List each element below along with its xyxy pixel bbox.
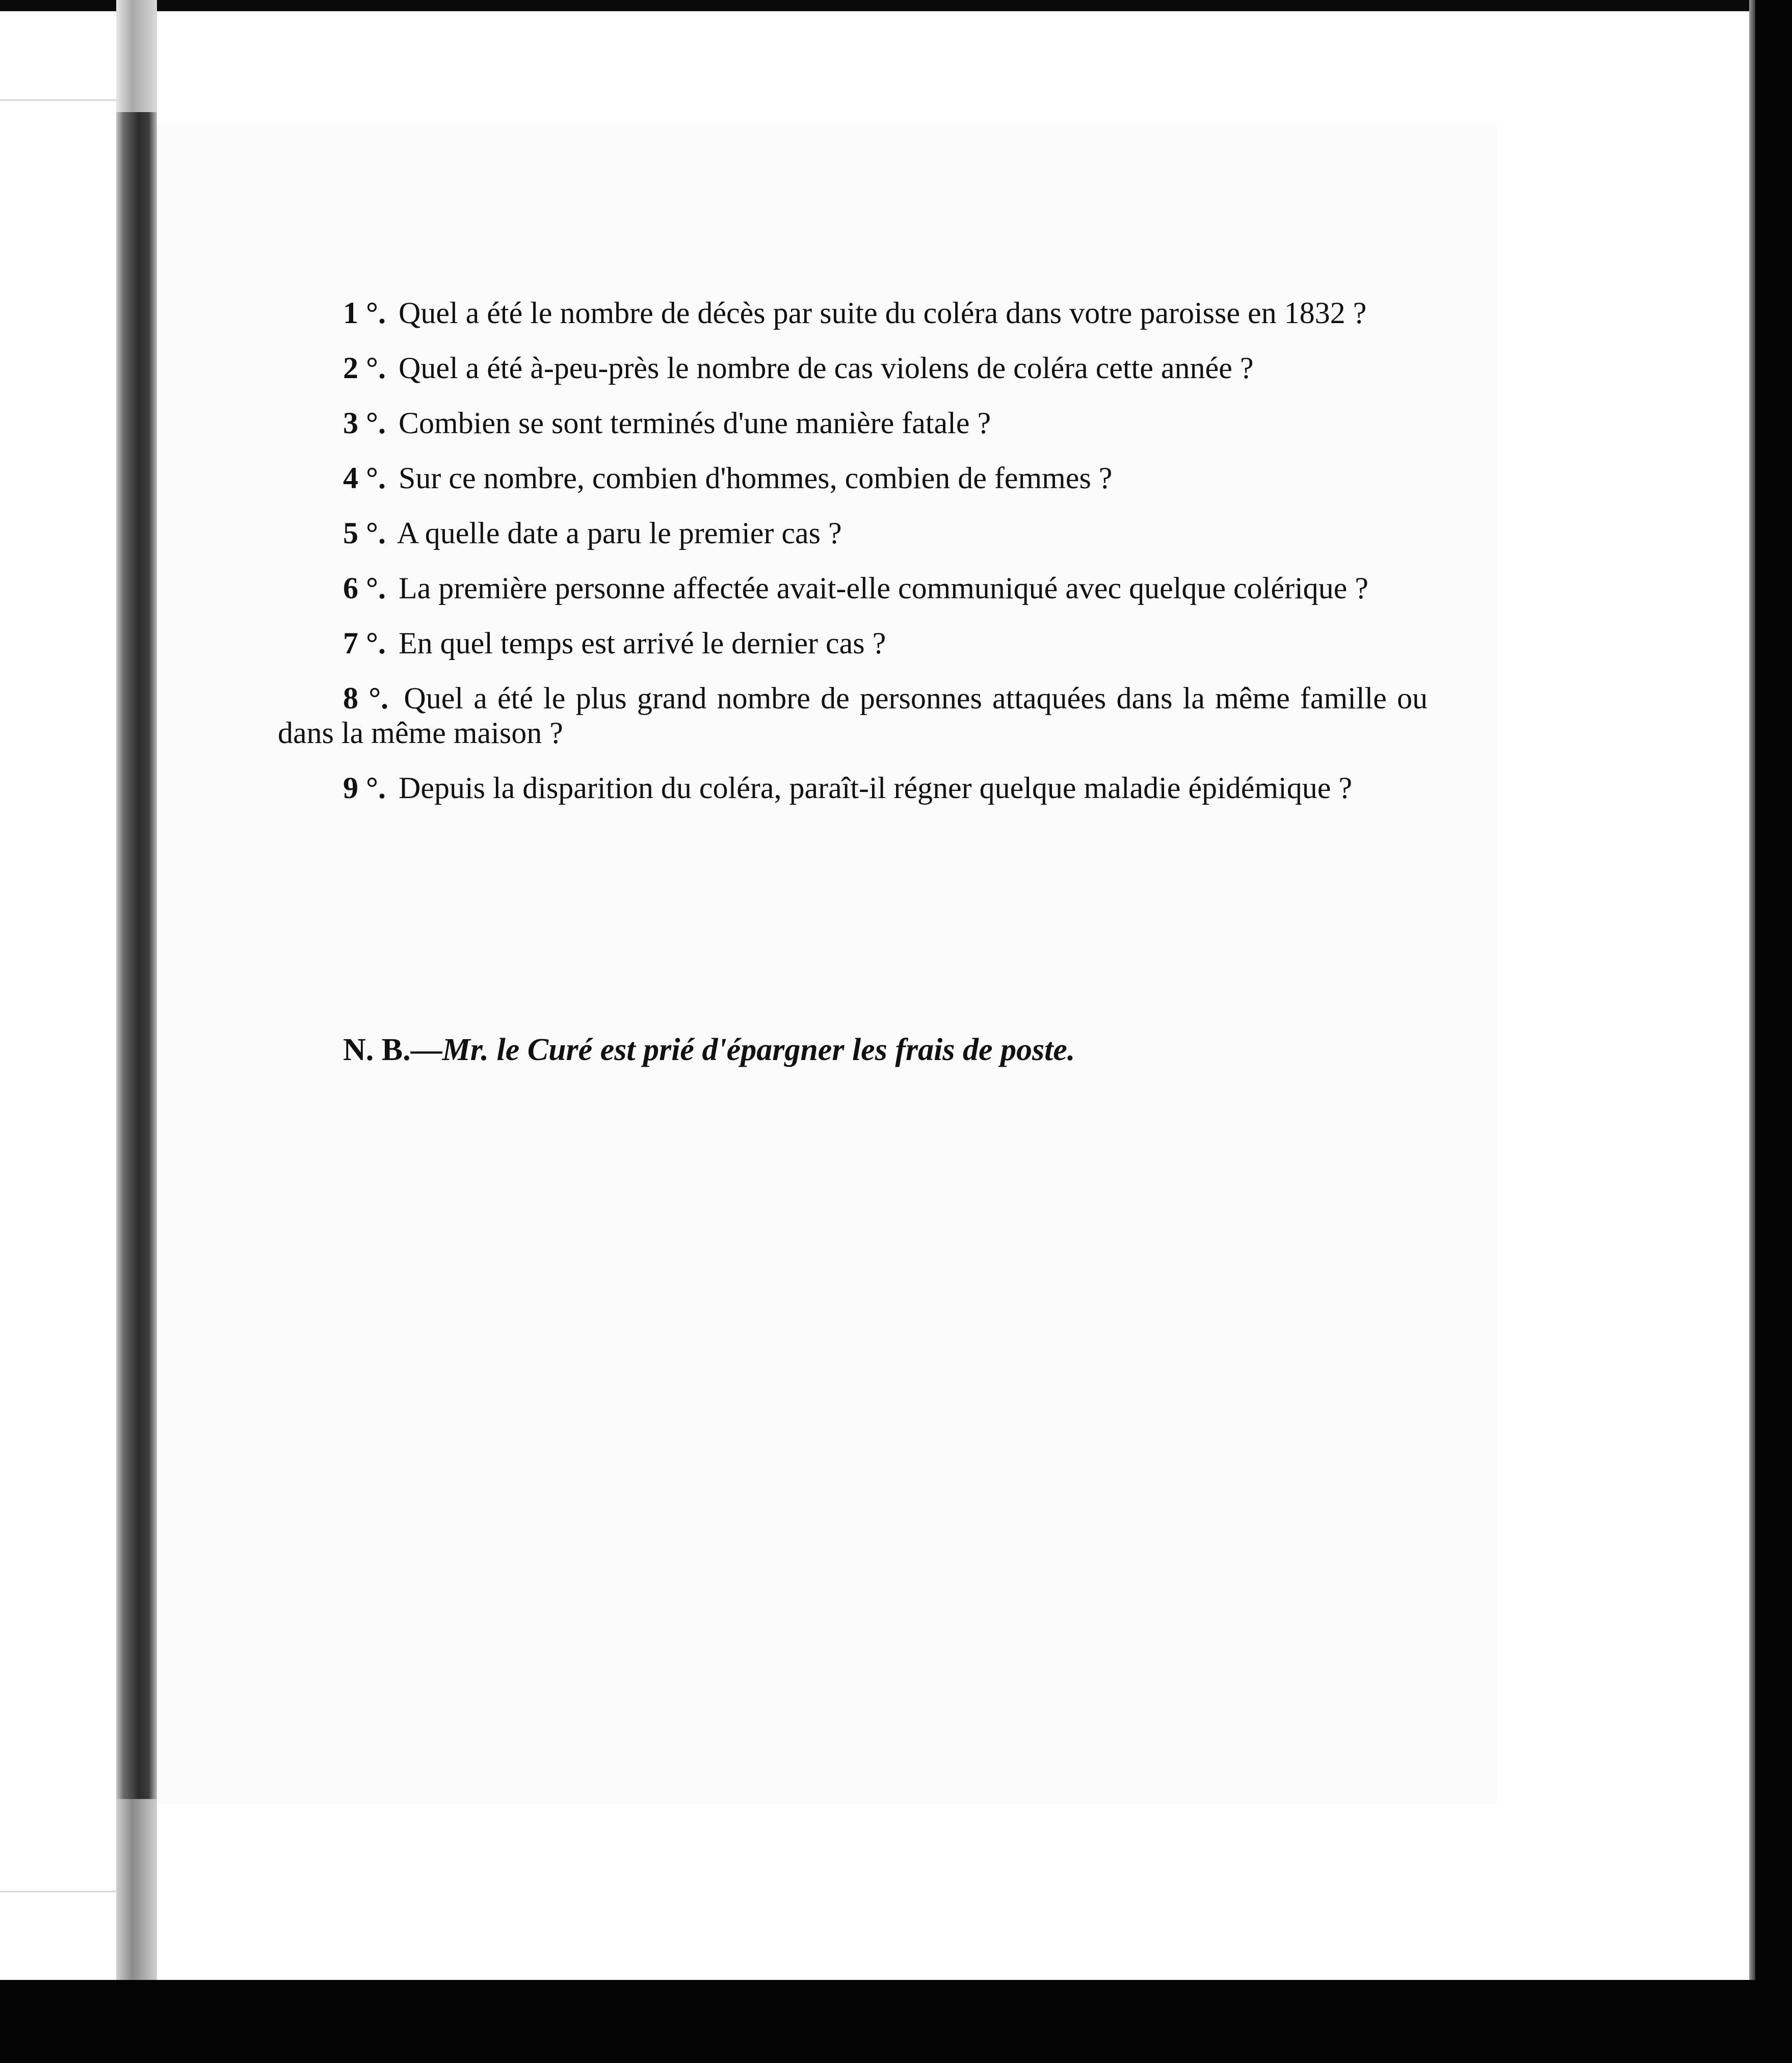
question-text: A quelle date a paru le premier cas ? bbox=[397, 516, 842, 550]
question-number: 1 °. bbox=[343, 296, 386, 330]
question-number: 2 °. bbox=[343, 351, 386, 385]
book-spine-top bbox=[116, 0, 157, 112]
question-number: 4 °. bbox=[343, 461, 386, 495]
question-3 bbox=[278, 406, 1428, 440]
question-6 bbox=[278, 571, 1428, 605]
question-number: 8 °. bbox=[343, 681, 389, 715]
facing-page-edge bbox=[0, 99, 116, 101]
question-text: Quel a été à-peu-près le nombre de cas violens de coléra cette année ? bbox=[399, 351, 1254, 385]
scan-border-bottom bbox=[0, 1980, 1792, 2063]
question-4 bbox=[278, 461, 1428, 495]
scan-border-right bbox=[1755, 0, 1792, 1980]
question-text: Quel a été le nombre de décès par suite du coléra dans votre paroisse en 1832 ? bbox=[399, 296, 1367, 330]
book-spine bbox=[116, 0, 157, 1980]
footnote bbox=[343, 1032, 1075, 1068]
question-text: Quel a été le plus grand nombre de personnes attaquées dans la même famille ou dans la même maison ? bbox=[278, 681, 1428, 750]
footnote-lead: N. B.— bbox=[343, 1033, 442, 1067]
question-9 bbox=[278, 771, 1428, 805]
question-8 bbox=[278, 681, 1428, 750]
questionnaire bbox=[278, 296, 1428, 826]
footnote-text: Mr. le Curé est prié d'épargner les frais de poste. bbox=[442, 1033, 1075, 1067]
question-number: 7 °. bbox=[343, 626, 386, 660]
question-text: En quel temps est arrivé le dernier cas ? bbox=[399, 626, 886, 660]
question-number: 5 °. bbox=[343, 516, 386, 550]
question-text: La première personne affectée avait-elle communiqué avec quelque colérique ? bbox=[399, 571, 1368, 605]
scan-border-top bbox=[0, 0, 1792, 11]
question-text: Sur ce nombre, combien d'hommes, combien de femmes ? bbox=[399, 461, 1113, 495]
facing-page-edge-bottom bbox=[0, 1891, 116, 1892]
question-number: 3 °. bbox=[343, 406, 386, 440]
question-number: 9 °. bbox=[343, 771, 386, 805]
book-spine-bottom bbox=[116, 1799, 157, 1980]
question-2 bbox=[278, 351, 1428, 385]
question-text: Depuis la disparition du coléra, paraît-il régner quelque maladie épidémique ? bbox=[399, 771, 1352, 805]
question-5 bbox=[278, 516, 1428, 550]
question-1 bbox=[278, 296, 1428, 330]
question-number: 6 °. bbox=[343, 571, 386, 605]
question-text: Combien se sont terminés d'une manière fatale ? bbox=[399, 406, 991, 440]
question-7 bbox=[278, 626, 1428, 660]
